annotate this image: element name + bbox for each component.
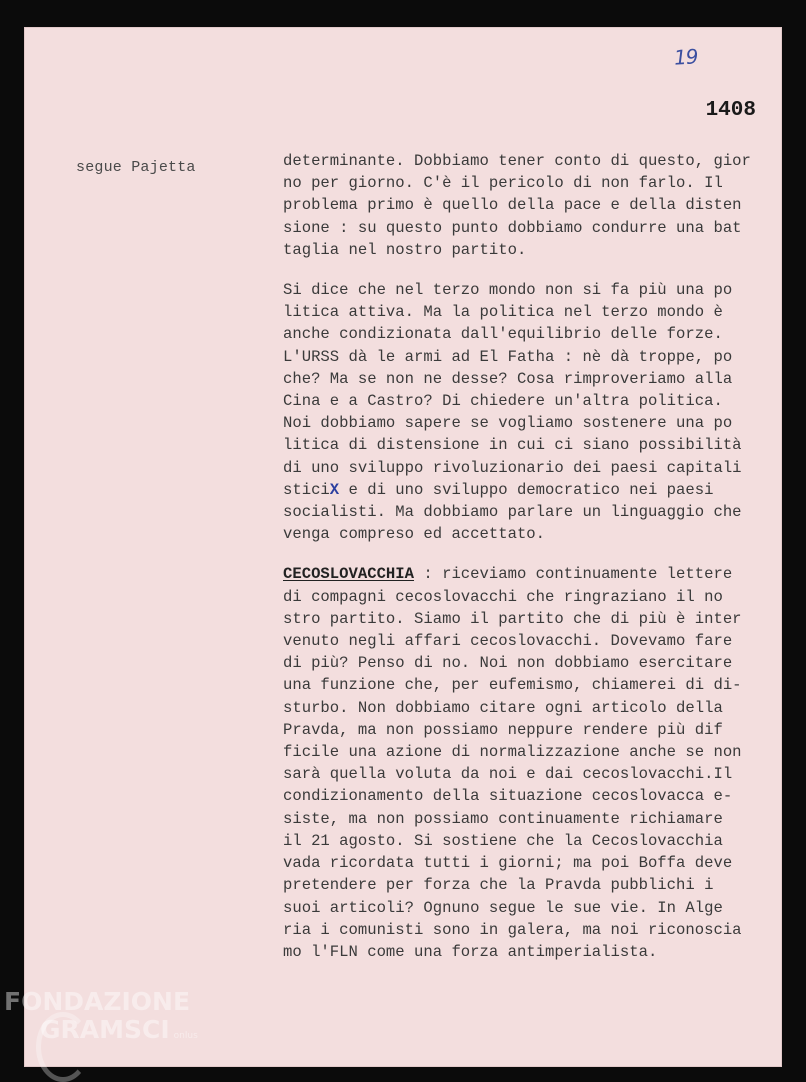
body-text [283,150,773,981]
text-line: stro partito. Siamo il partito che di più è inter [283,609,742,628]
watermark-logo [4,988,198,1050]
text-line: di uno sviluppo rivoluzionario dei paesi capitali [283,458,742,477]
text-line: litica di distensione in cui ci siano possibilità [283,436,742,455]
text-line: ria i comunisti sono in galera, ma noi riconoscia [283,920,742,939]
text-line: mo l'FLN come una forza antimperialista. [283,942,658,961]
text-line: sarà quella voluta da noi e dai cecoslovacchi.Il [283,765,733,784]
text-line: di compagni cecoslovacchi che ringraziano il no [283,587,723,606]
text-line: no per giorno. C'è il pericolo di non farlo. Il [283,174,723,193]
text-line: pretendere per forza che la Pravda pubblichi i [283,876,714,895]
watermark-line-1: FONDAZIONE [4,987,191,1016]
section-heading: CECOSLOVACCHIA [283,565,415,584]
text-line: Noi dobbiamo sapere se vogliamo sostenere una po [283,414,733,433]
document-page [24,27,782,1067]
paragraph-3 [283,563,773,963]
text-line: Pravda, ma non possiamo neppure rendere più dif [283,720,723,739]
text-line: suoi articoli? Ognuno segue le sue vie. In Alge [283,898,723,917]
text-line: determinante. Dobbiamo tener conto di questo, gior [283,152,751,170]
text-line: il 21 agosto. Si sostiene che la Cecoslovacchia [283,831,723,850]
text-line: sione : su questo punto dobbiamo condurre una bat [283,218,742,237]
text-line: condizionamento della situazione cecoslovacca e- [283,787,733,806]
text-line: sturbo. Non dobbiamo citare ogni articolo della [283,698,723,717]
text-line: una funzione che, per eufemismo, chiamerei di di- [283,676,742,695]
folio-annotation: 19 [672,44,698,70]
text-line: venga compreso ed accettato. [283,525,546,544]
heading-rest: : riceviamo continuamente lettere [414,565,733,584]
watermark-line-2-text: GRAMSCI [40,1015,170,1044]
text-line: ficile una azione di normalizzazione anche se non [283,743,742,762]
text-line: problema primo è quello della pace e della disten [283,196,742,215]
text-line: siste, ma non possiamo continuamente richiamare [283,809,723,828]
text-line: taglia nel nostro partito. [283,240,527,259]
watermark-line-2 [40,1016,198,1050]
paragraph-2 [283,279,773,545]
text-line: Si dice che nel terzo mondo non si fa più una po [283,281,733,300]
heading-line [283,563,773,585]
text-line: Cina e a Castro? Di chiedere un'altra politica. [283,392,723,411]
text-line: sticiX e di uno sviluppo democratico nei paesi [283,480,714,499]
text-line: anche condizionata dall'equilibrio delle forze. [283,325,723,344]
text-line: socialisti. Ma dobbiamo parlare un linguaggio che [283,503,742,522]
text-line: L'URSS dà le armi ad El Fatha : nè dà troppe, po [283,347,733,366]
text-line: litica attiva. Ma la politica nel terzo mondo è [283,303,723,322]
text-line: di più? Penso di no. Noi non dobbiamo esercitare [283,654,733,673]
paragraph-1 [283,150,773,261]
text-line: venuto negli affari cecoslovacchi. Dovevamo fare [283,632,733,651]
speaker-label: segue Pajetta [76,159,196,176]
watermark-suffix: onlus [173,1031,198,1041]
text-line: vada ricordata tutti i giorni; ma poi Boffa deve [283,854,733,873]
page-number: 1408 [705,99,756,122]
handwritten-x-mark: X [329,480,340,499]
text-line: che? Ma se non ne desse? Cosa rimproveriamo alla [283,369,733,388]
